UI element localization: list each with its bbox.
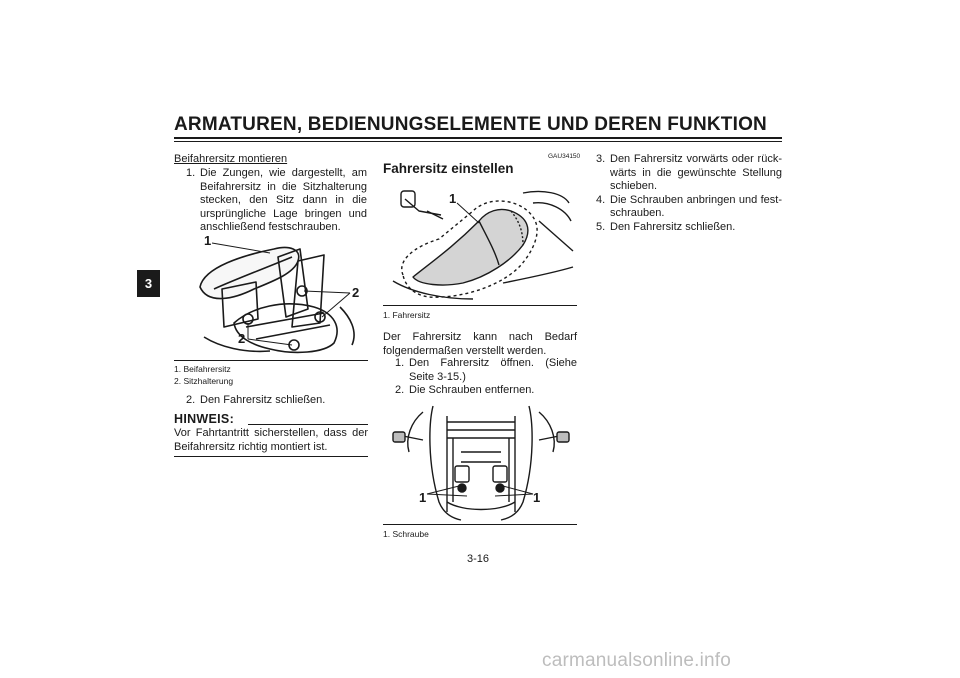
rider-seat-figure — [383, 181, 577, 305]
caption-rule — [383, 524, 577, 525]
list-item: 5. Den Fahrersitz schließen. — [596, 220, 736, 233]
caption: 2. Sitzhalterung — [174, 376, 234, 386]
callout-2: 2 — [352, 285, 360, 300]
callout-2: 2 — [238, 331, 246, 346]
page-title: ARMATUREN, BEDIENUNGSELEMENTE UND DEREN FUNKTION — [174, 114, 767, 135]
callout-1: 1 — [204, 233, 212, 248]
callout-1: 1 — [449, 191, 457, 206]
note-end-rule — [174, 456, 368, 457]
title-rule — [174, 137, 782, 139]
caption-rule — [383, 305, 577, 306]
caption: 1. Beifahrersitz — [174, 364, 231, 374]
callout-1: 1 — [419, 490, 427, 505]
list-item: 4. Die Schrauben anbringen und festschrauben. — [596, 193, 782, 219]
caption: 1. Fahrersitz — [383, 310, 431, 320]
adjust-steps-cont — [596, 153, 782, 234]
intro-text: Der Fahrersitz kann nach Bedarf folgendermaßen verstellt werden. — [383, 331, 577, 357]
caption-rule — [174, 360, 368, 361]
doc-code: GAU34150 — [548, 153, 581, 160]
list-item: 1. Den Fahrersitz öffnen. (Siehe Seite 3-15.) — [395, 357, 577, 383]
callout-1: 1 — [533, 490, 541, 505]
note-text: Vor Fahrtantritt sicherstellen, dass der Beifahrersitz richtig montiert ist. — [174, 427, 368, 453]
seat-bolts-figure — [383, 402, 577, 524]
adjust-steps — [395, 357, 577, 398]
install-steps — [186, 167, 367, 235]
page-number: 3-16 — [467, 553, 490, 565]
list-item: 2. Die Schrauben entfernen. — [395, 384, 535, 396]
list-item: 2. Den Fahrersitz schließen. — [186, 394, 326, 406]
section-heading: Fahrersitz einstellen — [383, 161, 514, 176]
note-label: HINWEIS: — [174, 412, 235, 426]
list-item: 1. Die Zungen, wie dargestellt, am Beifahrersitz in die Sitzhalterung stecken, den Sitz dann in die ursprüngliche Lage bringen und anschließend festschrauben. — [186, 167, 367, 233]
install-steps-cont — [186, 394, 367, 408]
section-subheading: Beifahrersitz montieren — [174, 153, 288, 165]
title-rule-thin — [174, 141, 782, 142]
passenger-seat-figure — [174, 227, 368, 360]
note-rule — [248, 424, 368, 425]
chapter-tab: 3 — [137, 270, 160, 297]
caption: 1. Schraube — [383, 529, 429, 539]
list-item: 3. Den Fahrersitz vorwärts oder rückwärts in die gewünschte Stellung schieben. — [596, 153, 782, 192]
watermark: carmanualsonline.info — [542, 650, 732, 671]
